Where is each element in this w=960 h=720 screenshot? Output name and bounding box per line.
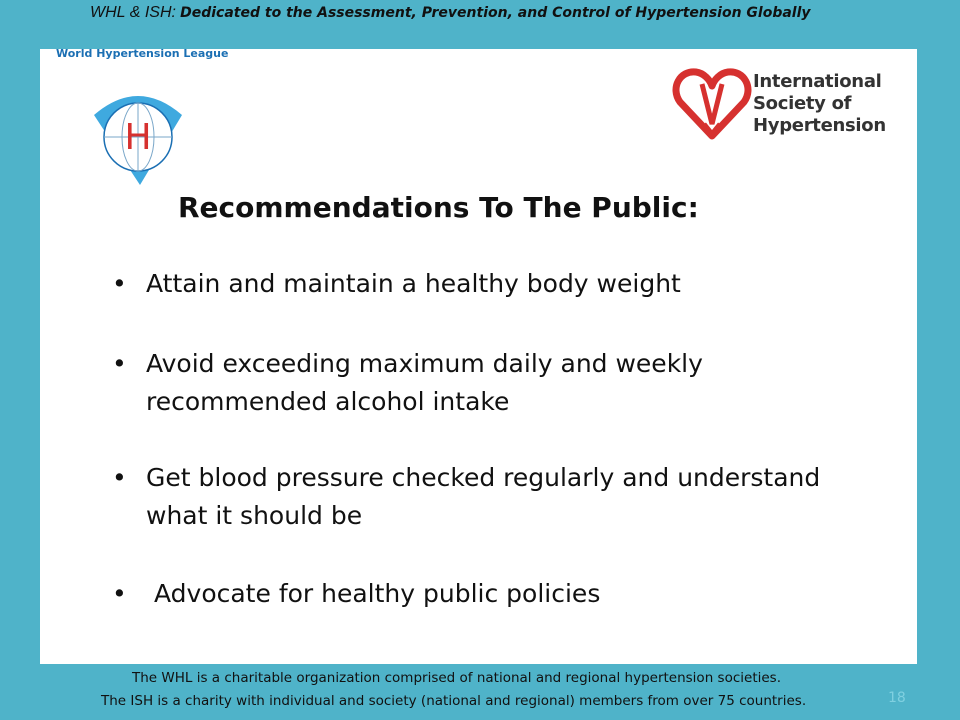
bullet-item — [112, 265, 892, 303]
ish-logo-line2: Society of — [753, 93, 852, 114]
bullet-marker: • — [112, 269, 127, 298]
ish-heart-icon — [672, 64, 752, 144]
bullet-marker: • — [112, 463, 127, 492]
whl-logo-letter: H — [124, 117, 152, 158]
ish-logo-text — [753, 71, 886, 137]
bullet-text: Avoid exceeding maximum daily and weekly recommended alcohol intake — [146, 349, 703, 416]
bullet-item — [112, 575, 892, 613]
bullet-item — [112, 345, 892, 421]
slide-header — [0, 4, 960, 28]
whl-logo-arc-text: World Hypertension League — [56, 47, 229, 60]
bullet-item — [112, 459, 892, 535]
header-tagline: Dedicated to the Assessment, Prevention, and Control of Hypertension Globally — [180, 5, 811, 21]
page-number: 18 — [888, 690, 906, 706]
bullet-marker: • — [112, 349, 127, 378]
bullet-text: Advocate for healthy public policies — [154, 579, 601, 608]
bullet-text: Get blood pressure checked regularly and understand what it should be — [146, 463, 821, 530]
ish-logo-line3: Hypertension — [753, 115, 886, 136]
header-org: WHL & ISH: — [90, 4, 176, 21]
slide-title: Recommendations To The Public: — [178, 191, 699, 224]
content-panel — [40, 49, 917, 664]
whl-logo — [56, 47, 229, 197]
footer-line-2: The ISH is a charity with individual and society (national and regional) members from over 75 countries. — [101, 693, 807, 709]
bullet-text: Attain and maintain a healthy body weight — [146, 269, 681, 298]
ish-logo-line1: International — [753, 71, 882, 92]
bullet-marker: • — [112, 579, 127, 608]
footer-line-1: The WHL is a charitable organization comprised of national and regional hypertension societies. — [132, 670, 781, 686]
